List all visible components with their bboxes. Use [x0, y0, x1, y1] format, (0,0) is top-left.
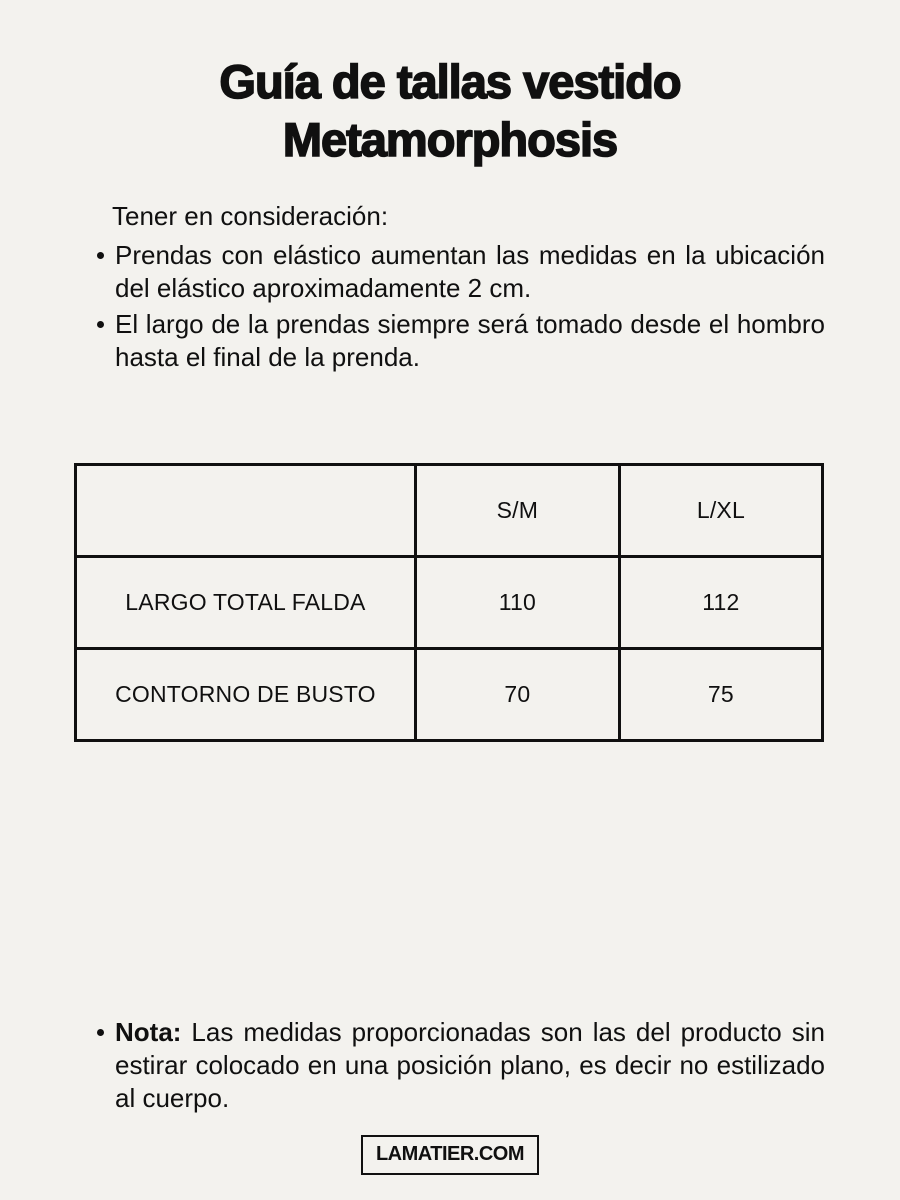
brand-box [361, 1135, 539, 1175]
list-item-length [95, 308, 825, 374]
list-item-elastic [95, 239, 825, 305]
note-list [95, 1016, 825, 1115]
list-item-length-text: El largo de la prendas siempre será tomado desde el hombro hasta el final de la prenda. [115, 309, 825, 372]
row-label-largo-total-falda: LARGO TOTAL FALDA [76, 557, 416, 649]
cell-busto-lxl: 75 [619, 649, 822, 741]
table-row-largo-total-falda [76, 557, 823, 649]
row-label-contorno-de-busto: CONTORNO DE BUSTO [76, 649, 416, 741]
column-header-sm: S/M [415, 465, 619, 557]
table-corner-cell [76, 465, 416, 557]
considerations-heading: Tener en consideración: [112, 201, 389, 231]
cell-largo-lxl: 112 [619, 557, 822, 649]
note-label: Nota: [115, 1017, 182, 1047]
considerations-list [95, 239, 825, 374]
list-item-elastic-text: Prendas con elástico aumentan las medidas en la ubicación del elástico aproximadamente 2 cm. [115, 240, 825, 303]
column-header-lxl: L/XL [619, 465, 822, 557]
page-title [0, 53, 900, 169]
note-text: Las medidas proporcionadas son las del producto sin estirar colocado en una posición plano, es decir no estilizado al cuerpo. [115, 1017, 825, 1113]
table-row-contorno-de-busto [76, 649, 823, 741]
considerations-section [95, 200, 825, 377]
size-table-header-row [76, 465, 823, 557]
cell-busto-sm: 70 [415, 649, 619, 741]
footer [0, 1135, 900, 1175]
brand-text: LAMATIER.COM [375, 1143, 525, 1165]
cell-largo-sm: 110 [415, 557, 619, 649]
size-table [74, 463, 824, 742]
page-title-line-2: Metamorphosis [282, 113, 618, 166]
page-title-line-1: Guía de tallas vestido [219, 55, 681, 108]
note-section [95, 1016, 825, 1118]
note-item [95, 1016, 825, 1115]
